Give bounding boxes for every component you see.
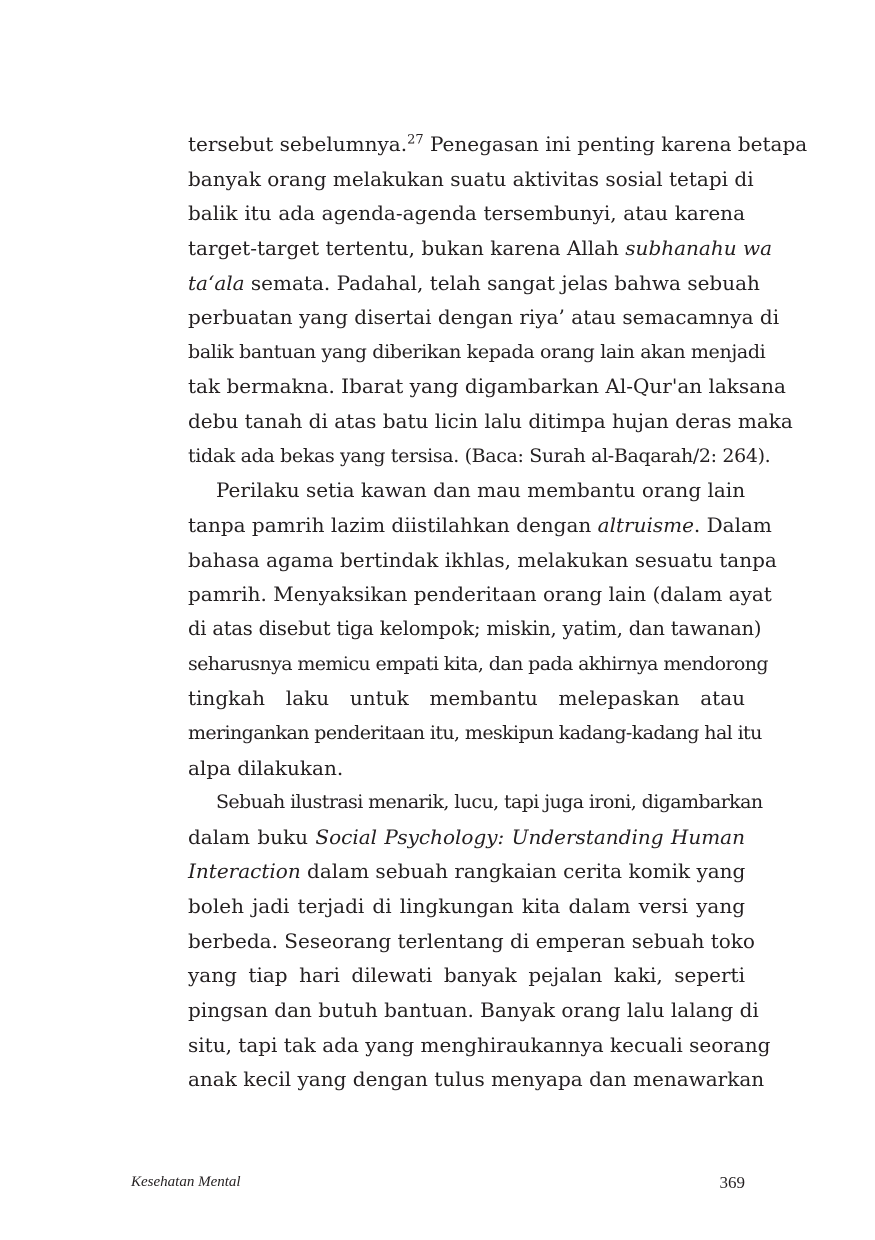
text-line: perbuatan yang disertai dengan riya’ atau semacamnya di: [188, 305, 780, 330]
footnote-ref[interactable]: 27: [407, 132, 424, 148]
text-line: dalam buku Social Psychology: Understanding Human: [188, 824, 745, 849]
text-line: tidak ada bekas yang tersisa. (Baca: Surah al-Baqarah/2: 264).: [188, 444, 771, 467]
text-line: yang tiap hari dilewati banyak pejalan kaki, seperti: [188, 963, 745, 988]
text-line: situ, tapi tak ada yang menghiraukannya kecuali seorang: [188, 1032, 771, 1057]
text-line: di atas disebut tiga kelompok; miskin, yatim, dan tawanan): [188, 616, 762, 640]
text-line: banyak orang melakukan suatu aktivitas sosial tetapi di: [188, 166, 754, 191]
text-line: Sebuah ilustrasi menarik, lucu, tapi juga ironi, digambarkan: [216, 791, 763, 814]
text-line: alpa dilakukan.: [188, 755, 344, 780]
text-line: tersebut sebelumnya.$^{27}$ Penegasan ini penting karena betapa: [188, 132, 808, 156]
text-line: target-target tertentu, bukan karena Allah subhanahu wa: [188, 235, 773, 260]
text-line: balik bantuan yang diberikan kepada orang lain akan menjadi: [188, 340, 766, 363]
text-line: balik itu ada agenda-agenda tersembunyi, atau karena: [188, 201, 745, 226]
text-line: bahasa agama bertindak ikhlas, melakukan sesuatu tanpa: [188, 547, 777, 572]
paragraph-1: [188, 127, 808, 473]
text-line: Perilaku setia kawan dan mau membantu orang lain: [216, 478, 746, 503]
text-line: boleh jadi terjadi di lingkungan kita dalam versi yang: [188, 894, 745, 919]
text-line: tak bermakna. Ibarat yang digambarkan Al-Qur'an laksana: [188, 374, 786, 399]
text-line: tanpa pamrih lazim diistilahkan dengan altruisme. Dalam: [188, 513, 772, 538]
text-line: berbeda. Seseorang terlentang di emperan sebuah toko: [188, 928, 755, 953]
text-line: Interaction dalam sebuah rangkaian cerita komik yang: [188, 859, 746, 884]
text-line: anak kecil yang dengan tulus menyapa dan menawarkan: [188, 1067, 765, 1092]
paragraph-3: [188, 785, 771, 1097]
text-line: pamrih. Menyaksikan penderitaan orang lain (dalam ayat: [188, 582, 772, 607]
text-line: pingsan dan butuh bantuan. Banyak orang lalu lalang di: [188, 998, 759, 1023]
text-line: tingkah laku untuk membantu melepaskan atau: [188, 686, 745, 711]
page-number: 369: [719, 1173, 745, 1192]
text-line: ta‘ala semata. Padahal, telah sangat jelas bahwa sebuah: [188, 270, 760, 295]
body-text: [188, 127, 808, 1097]
paragraph-2: [188, 473, 777, 785]
text-line: debu tanah di atas batu licin lalu ditimpa hujan deras maka: [188, 409, 793, 434]
text-line: seharusnya memicu empati kita, dan pada akhirnya mendorong: [188, 652, 768, 675]
text-line: meringankan penderitaan itu, meskipun kadang-kadang hal itu: [188, 721, 762, 744]
running-footer-title: Kesehatan Mental: [131, 1174, 241, 1190]
